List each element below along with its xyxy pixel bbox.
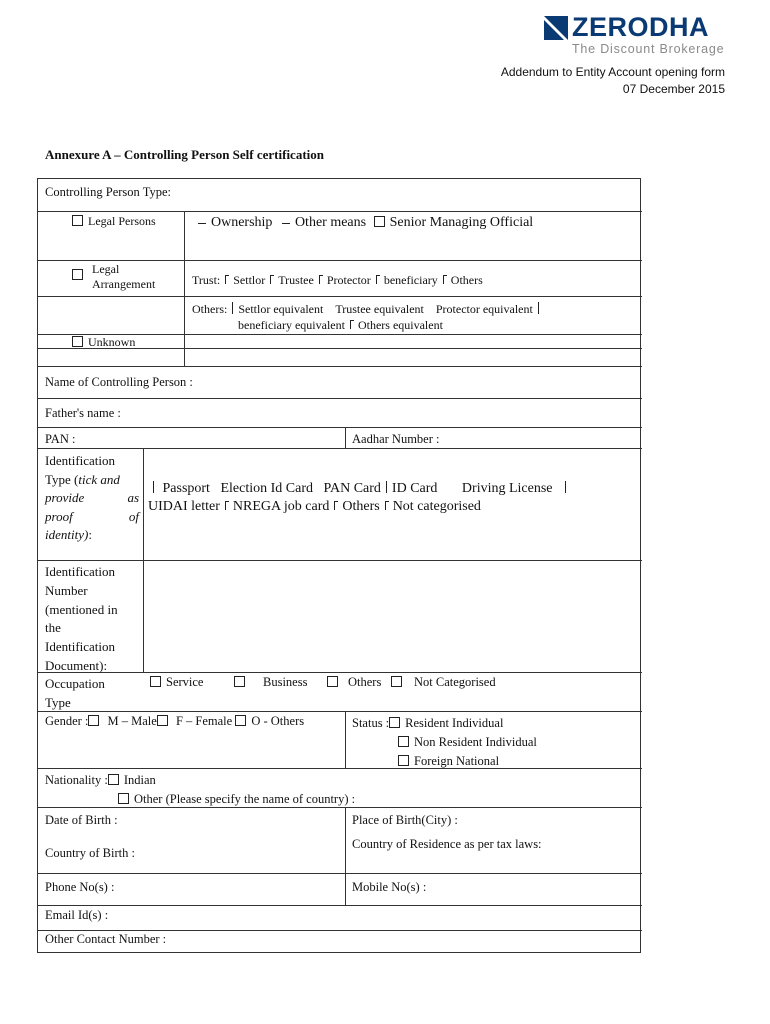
occupation-business-option[interactable]	[234, 675, 307, 690]
id-type-line4b: of	[128, 508, 139, 524]
nationality-indian-checkbox[interactable]	[108, 774, 119, 785]
unknown-checkbox[interactable]	[72, 336, 83, 347]
unknown-label: Unknown	[88, 335, 136, 349]
father-name-field-label: Father's name :	[45, 406, 121, 420]
id-driving-option[interactable]: Driving License	[461, 481, 553, 496]
phone-field-label: Phone No(s) :	[45, 880, 115, 894]
others-label: Others:	[192, 302, 228, 316]
others-others-option[interactable]: Others equivalent	[357, 318, 443, 332]
id-type-line2a: Type (	[45, 471, 79, 487]
divider	[38, 427, 642, 428]
divider	[38, 930, 642, 931]
tick-icon	[270, 275, 274, 284]
divider	[38, 211, 642, 212]
legal-arrangement-option[interactable]	[72, 262, 88, 280]
gender-field	[45, 714, 304, 729]
legal-arrangement-label	[92, 262, 155, 292]
status-foreign-label: Foreign National	[414, 754, 500, 768]
senior-managing-checkbox[interactable]	[374, 216, 385, 227]
id-type-line5: identity)	[45, 527, 89, 542]
pob-field-label: Place of Birth(City) :	[352, 813, 458, 827]
underscore-mark	[282, 223, 290, 224]
others-types	[192, 301, 544, 333]
divider	[38, 768, 642, 769]
id-number-line: Identification	[45, 639, 116, 655]
pan-field-label: PAN :	[45, 432, 76, 446]
document-date: 07 December 2015	[622, 82, 725, 96]
divider	[345, 711, 346, 768]
divider	[38, 560, 642, 561]
nationality-other-label: Other (Please specify the name of country) :	[134, 791, 356, 806]
divider	[38, 366, 642, 367]
id-type-line4a: proof	[45, 508, 73, 524]
id-election-option[interactable]: Election Id Card	[220, 481, 313, 496]
tick-mark	[386, 481, 387, 493]
gender-male-label: M – Male	[107, 714, 157, 728]
others-protector-option[interactable]: Protector equivalent	[435, 302, 533, 316]
divider	[143, 448, 144, 672]
tick-icon	[385, 501, 389, 510]
occupation-business-label: Business	[263, 675, 308, 689]
status-resident-checkbox[interactable]	[389, 717, 400, 728]
nationality-label: Nationality :	[45, 773, 108, 787]
id-card-option[interactable]: ID Card	[391, 481, 438, 496]
email-field-label: Email Id(s) :	[45, 908, 109, 922]
status-resident-label: Resident Individual	[405, 716, 504, 730]
id-number-line: Document):	[45, 657, 108, 673]
legal-arrangement-line2: Arrangement	[92, 277, 156, 291]
aadhar-field-label: Aadhar Number :	[352, 432, 440, 446]
divider	[345, 807, 346, 905]
occupation-others-checkbox[interactable]	[327, 676, 338, 687]
trust-settlor-option[interactable]: Settlor	[233, 273, 266, 287]
trust-trustee-option[interactable]: Trustee	[278, 273, 314, 287]
tick-icon	[319, 275, 323, 284]
status-non-resident-label: Non Resident Individual	[414, 735, 537, 749]
gender-female-checkbox[interactable]	[157, 715, 168, 726]
gender-other-label: O - Others	[251, 714, 305, 728]
id-type-colon: :	[88, 527, 92, 542]
trust-beneficiary-option[interactable]: beneficiary	[383, 273, 438, 287]
divider	[38, 296, 642, 297]
occupation-others-label: Others	[348, 675, 382, 689]
tick-mark	[153, 481, 154, 493]
status-non-resident-checkbox[interactable]	[398, 736, 409, 747]
id-type-line1: Identification	[45, 453, 116, 468]
name-field-label: Name of Controlling Person :	[45, 375, 193, 389]
legal-arrangement-checkbox[interactable]	[72, 269, 83, 280]
cob-field-label: Country of Birth :	[45, 846, 135, 860]
occupation-not-categorised-option[interactable]	[391, 675, 496, 690]
id-number-line: (mentioned in	[45, 601, 118, 617]
document-title: Addendum to Entity Account opening form	[500, 65, 725, 79]
controlling-person-form	[37, 178, 641, 953]
identification-type-label	[45, 452, 139, 545]
trust-label: Trust:	[192, 273, 221, 287]
tick-mark	[538, 302, 539, 314]
id-passport-option[interactable]: Passport	[162, 481, 210, 496]
mobile-field-label: Mobile No(s) :	[352, 880, 427, 894]
id-type-line2b: tick and	[78, 471, 120, 487]
trust-others-option[interactable]: Others	[450, 273, 483, 287]
divider	[38, 873, 642, 874]
gender-male-checkbox[interactable]	[88, 715, 99, 726]
trust-protector-option[interactable]: Protector	[326, 273, 371, 287]
others-beneficiary-option[interactable]: beneficiary equivalent	[238, 318, 345, 332]
legal-persons-label: Legal Persons	[88, 214, 156, 228]
divider	[38, 672, 642, 673]
id-number-line: Identification	[45, 564, 116, 579]
tick-mark	[565, 481, 566, 493]
tick-mark	[232, 302, 233, 314]
status-foreign-checkbox[interactable]	[398, 755, 409, 766]
legal-persons-checkbox[interactable]	[72, 215, 83, 226]
legal-arrangement-line1: Legal	[92, 262, 120, 276]
zerodha-logo	[540, 12, 730, 58]
occupation-not-categorised-checkbox[interactable]	[391, 676, 402, 687]
other-means-option[interactable]: Other means	[294, 215, 367, 230]
occupation-service-label: Service	[166, 675, 204, 689]
id-pan-option[interactable]: PAN Card	[323, 481, 381, 496]
divider	[38, 448, 642, 449]
annexure-title: Annexure A – Controlling Person Self certification	[45, 147, 324, 162]
legal-persons-option[interactable]	[72, 214, 156, 229]
ownership-option[interactable]: Ownership	[211, 215, 273, 230]
tick-icon	[443, 275, 447, 284]
occupation-line1: Occupation	[45, 676, 105, 691]
others-trustee-option[interactable]: Trustee equivalent	[335, 302, 424, 316]
trust-types	[192, 273, 483, 288]
occupation-service-option[interactable]	[150, 675, 203, 690]
id-type-line3a: provide	[45, 490, 85, 505]
identification-options	[148, 480, 571, 516]
divider	[184, 211, 185, 366]
tick-icon	[225, 501, 229, 510]
status-field	[352, 714, 537, 771]
nationality-field	[45, 771, 355, 808]
id-type-line3b: as	[127, 490, 139, 505]
zerodha-logo-icon	[544, 16, 568, 40]
logo-wordmark: ZERODHA	[572, 12, 709, 42]
tick-icon	[334, 501, 338, 510]
status-label: Status :	[352, 716, 390, 730]
tick-icon	[225, 275, 229, 284]
nationality-other-checkbox[interactable]	[118, 793, 129, 804]
gender-female-label: F – Female	[175, 714, 233, 728]
occupation-type-label	[45, 675, 105, 712]
identification-number-label	[45, 563, 118, 676]
legal-persons-types	[192, 215, 533, 230]
divider	[38, 905, 642, 906]
document-header	[501, 64, 725, 98]
id-others-option[interactable]: Others	[342, 499, 380, 514]
divider	[38, 711, 642, 712]
unknown-option[interactable]	[72, 335, 135, 350]
divider	[38, 260, 642, 261]
divider	[38, 398, 642, 399]
id-not-categorised-option[interactable]: Not categorised	[392, 499, 481, 514]
gender-label: Gender :	[45, 714, 89, 728]
occupation-others-option[interactable]	[327, 675, 381, 690]
id-nrega-option[interactable]: NREGA job card	[232, 499, 330, 514]
occupation-business-checkbox[interactable]	[234, 676, 245, 687]
occupation-line2: Type	[45, 694, 71, 710]
other-contact-field-label: Other Contact Number :	[45, 932, 167, 946]
tick-icon	[376, 275, 380, 284]
nationality-indian-label: Indian	[123, 773, 156, 787]
underscore-mark	[198, 223, 206, 224]
senior-managing-option[interactable]: Senior Managing Official	[389, 215, 534, 230]
id-uidai-option[interactable]: UIDAI letter	[148, 499, 220, 514]
occupation-service-checkbox[interactable]	[150, 676, 161, 687]
divider	[345, 427, 346, 448]
cor-field-label: Country of Residence as per tax laws:	[352, 837, 542, 851]
others-settlor-option[interactable]: Settlor equivalent	[238, 302, 324, 316]
logo-tagline: The Discount Brokerage	[572, 42, 725, 56]
dob-field-label: Date of Birth :	[45, 813, 118, 827]
id-number-line: the	[45, 620, 61, 636]
controlling-person-type-label: Controlling Person Type:	[45, 185, 171, 199]
tick-icon	[350, 320, 354, 329]
gender-other-checkbox[interactable]	[235, 715, 246, 726]
id-number-line: Number	[45, 582, 88, 598]
occupation-not-categorised-label: Not Categorised	[414, 675, 496, 689]
